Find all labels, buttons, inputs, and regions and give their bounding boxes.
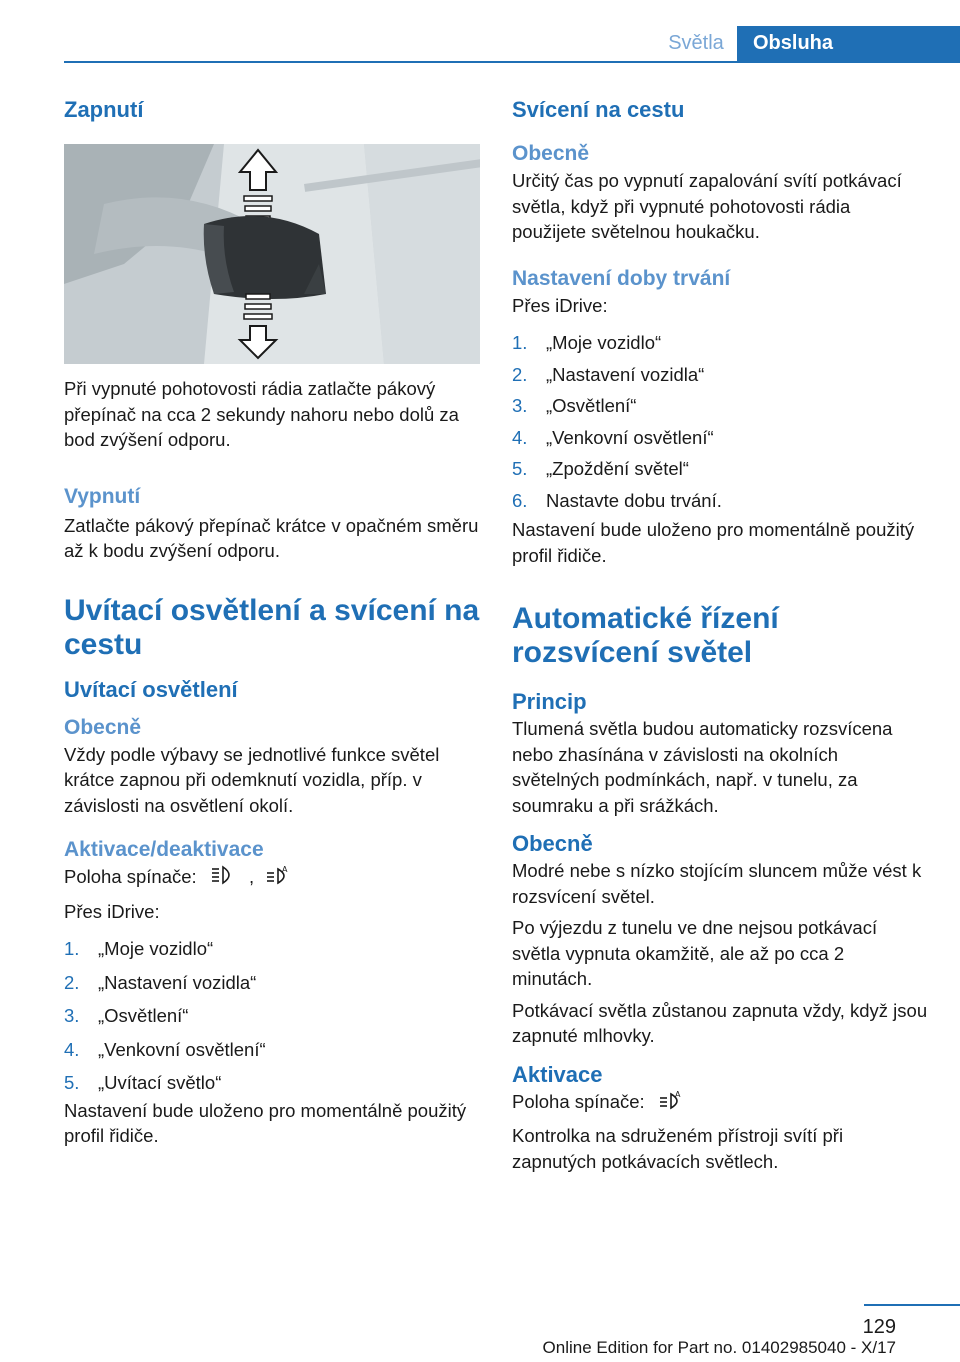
list-item: 4. „Venkovní osvětlení“	[512, 426, 714, 448]
svic-obecne-text: Určitý čas po vypnutí zapalování svítí potkávací světla, když při vypnuté pohotovosti rádia použijete světelnou houkačku.	[512, 170, 902, 242]
footer-rule	[864, 1304, 960, 1306]
subsection-uvitaci-osvetleni: Uvítací osvětlení	[64, 676, 238, 702]
kontrolka-text: Kontrolka na sdruženém přístroji svítí při zapnutých potkávacích světlech.	[512, 1125, 844, 1172]
heading-nastaveni-doby: Nastavení doby trvání	[512, 266, 731, 290]
heading-svic-na-cestu: Svícení na cestu	[512, 97, 685, 122]
list-item: 1. „Moje vozidlo“	[64, 938, 214, 959]
svg-text:A: A	[674, 1089, 681, 1099]
list-item: 2. „Nastavení vozidla“	[512, 363, 705, 385]
right-column	[512, 96, 928, 1174]
obecne2-p3: Potkávací světla zůstanou zapnuta vždy, když jsou zapnuté mlhovky.	[512, 999, 928, 1046]
list-item: 3. „Osvětlení“	[64, 1005, 189, 1026]
list-item: 3. „Osvětlení“	[512, 395, 637, 416]
header-chapter-tab[interactable]: Obsluha	[737, 26, 960, 61]
princip-text: Tlumená světla budou automaticky rozsvícena nebo zhasínána v závislosti na okolních světelných podmínkách, např. v tunelu, za soumraku a při srážkách.	[512, 718, 893, 816]
obecne-text: Vždy podle výbavy se jednotlivé funkce světel krátce zapnou při odemknutí vozidla, příp. v závislosti na osvětlení okolí.	[64, 743, 440, 816]
left-saved-text: Nastavení bude uloženo pro momentálně použitý profil řidiče.	[64, 1099, 467, 1146]
heading-aktivace: Aktivace	[512, 1061, 603, 1087]
parking-light-icon	[210, 864, 238, 893]
heading-obecne: Obecně	[64, 715, 142, 739]
header-section-tab[interactable]: Světla	[668, 32, 724, 54]
section-title-automaticke: Automatické řízení rozsvícení světel	[512, 602, 779, 669]
heading-vypnuti: Vypnutí	[64, 484, 141, 508]
list-item: 5. „Zpoždění světel“	[512, 458, 689, 479]
auto-light-icon	[658, 1089, 686, 1118]
heading-obecne-right: Obecně	[512, 142, 590, 165]
lever-switch-figure	[64, 144, 480, 364]
list-item: 2. „Nastavení vozidla“	[64, 971, 257, 993]
svg-text:A: A	[282, 865, 288, 874]
poloha-spinace-line	[64, 864, 480, 893]
auto-light-icon	[265, 864, 293, 893]
list-item: 4. „Venkovní osvětlení“	[64, 1038, 266, 1060]
right-steps-list	[512, 330, 928, 513]
poloha-label-right: Poloha spínače:	[512, 1090, 645, 1112]
poloha-separator: ,	[248, 866, 255, 888]
poloha-spinace-line-right	[512, 1089, 928, 1118]
figure-caption: Při vypnuté pohotovosti rádia zatlačte pákový přepínač na cca 2 sekundy nahoru nebo dolů za bod zvýšení odporu.	[64, 378, 459, 450]
idrive-label-right: Přes iDrive:	[512, 294, 608, 316]
list-item: 6. Nastavte dobu trvání.	[512, 489, 722, 511]
list-item: 1. „Moje vozidlo“	[512, 332, 662, 353]
header-rule	[64, 61, 960, 63]
heading-princip: Princip	[512, 689, 587, 714]
left-steps-list	[64, 936, 480, 1096]
right-saved-text: Nastavení bude uloženo pro momentálně použitý profil řidiče.	[512, 519, 915, 566]
heading-obecne2: Obecně	[512, 831, 593, 856]
edition-line: Online Edition for Part no. 01402985040 - X/17	[542, 1338, 896, 1357]
idrive-label: Přes iDrive:	[64, 900, 160, 922]
page-number: 129	[862, 1316, 896, 1338]
vypnuti-text: Zatlačte pákový přepínač krátce v opačném směru až k bodu zvýšení odporu.	[64, 514, 479, 561]
list-item: 5. „Uvítací světlo“	[64, 1072, 222, 1093]
poloha-label: Poloha spínače:	[64, 866, 197, 888]
obecne2-p1: Modré nebe s nízko stojícím sluncem může vést k rozsvícení světel.	[512, 860, 922, 907]
left-column	[64, 96, 480, 1149]
obecne2-p2: Po výjezdu z tunelu ve dne nejsou potkávací světla vypnuta okamžitě, ale až po cca 2 minutách.	[512, 917, 878, 989]
section-title-uvitaci: Uvítací osvětlení a svícení na cestu	[64, 593, 480, 661]
lever-switch-illustration	[64, 144, 480, 364]
heading-aktivace-deaktivace: Aktivace/deaktivace	[64, 838, 264, 861]
heading-zapnuti: Zapnutí	[64, 97, 144, 122]
